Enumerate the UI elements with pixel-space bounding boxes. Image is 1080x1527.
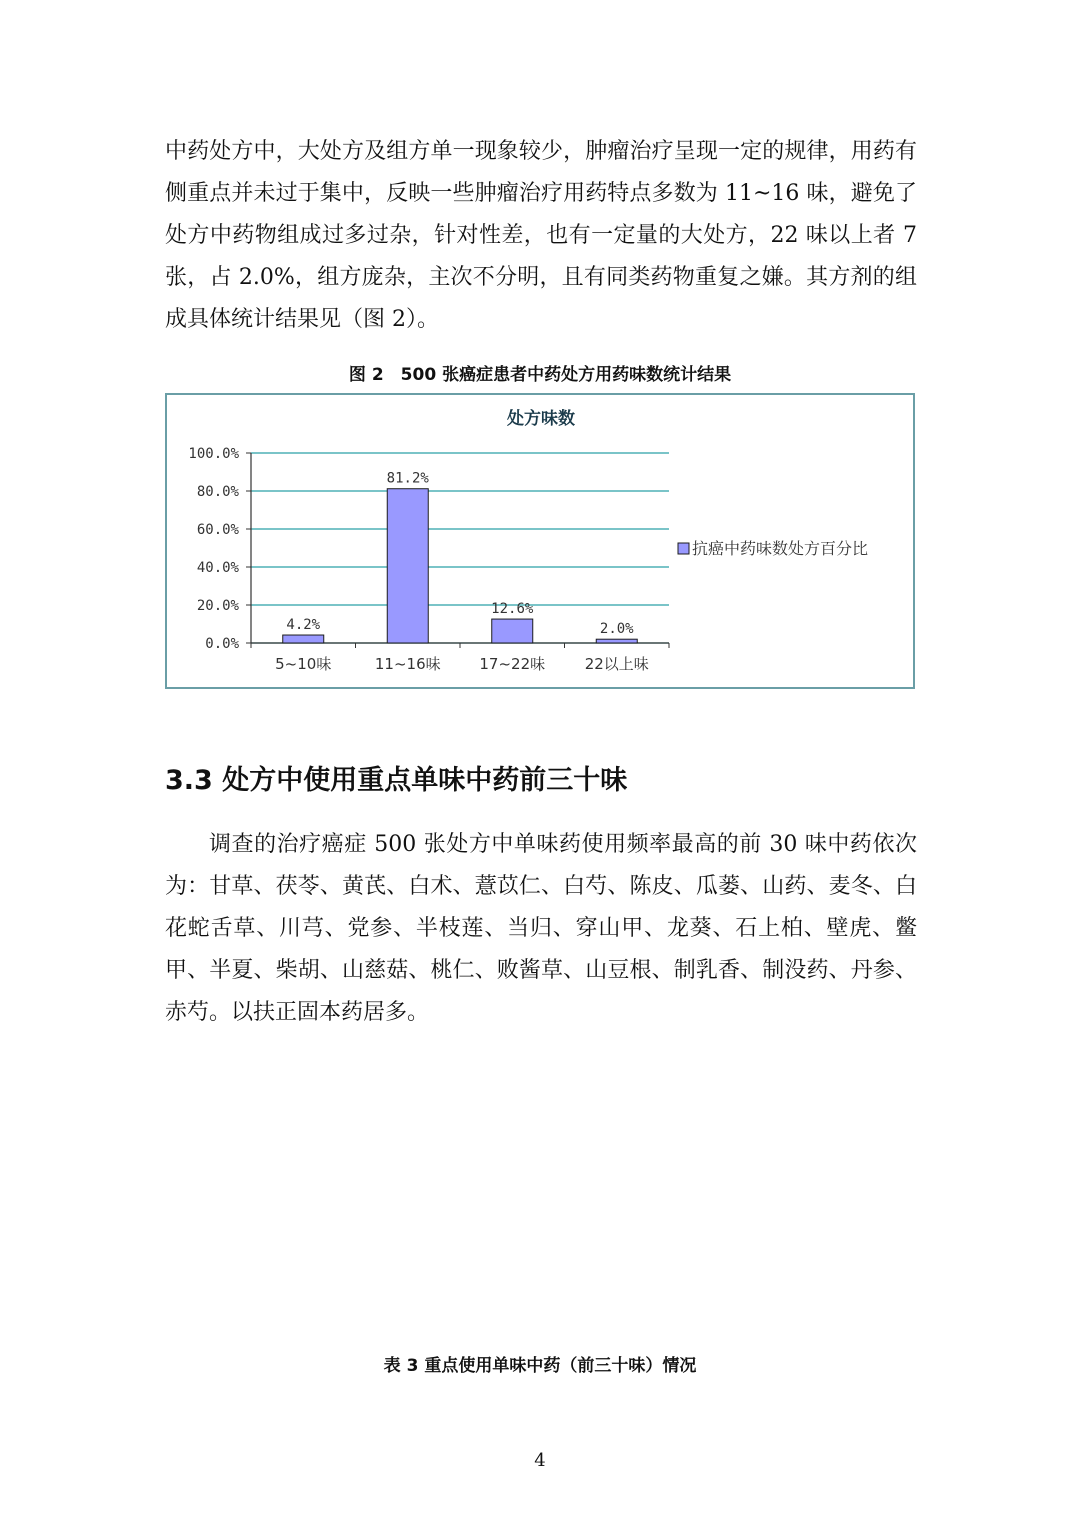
bar-chart [167, 395, 913, 687]
section-heading: 3.3 处方中使用重点单味中药前三十味 [165, 765, 628, 796]
x-tick-label: 5~10味 [275, 655, 332, 673]
body-paragraph-2: 调查的治疗癌症 500 张处方中单味药使用频率最高的前 30 味中药依次为：甘草、茯苓、黄芪、白术、薏苡仁、白芍、陈皮、瓜蒌、山药、麦冬、白花蛇舌草、川芎、党参、半枝莲、当归、穿山甲、龙葵、石上柏、壁虎、鳖甲、半夏、柴胡、山慈菇、桃仁、败酱草、山豆根、制乳香、制没药、丹参、赤芍。以扶正固本药居多。 [165, 832, 917, 1025]
x-tick-label: 22以上味 [584, 655, 649, 673]
figure-caption: 图 2 500 张癌症患者中药处方用药味数统计结果 [348, 365, 732, 385]
y-tick-label: 100.0% [188, 446, 239, 462]
page-number: 4 [534, 1450, 546, 1471]
body-paragraph-1: 中药处方中，大处方及组方单一现象较少，肿瘤治疗呈现一定的规律，用药有侧重点并未过于集中，反映一些肿瘤治疗用药特点多数为 11~16 味，避免了处方中药物组成过多过杂，针对性差，也有一定量的大处方，22 味以上者 7 张，占 2.0%，组方庞杂，主次不分明，且有同类药物重复之嫌。其方剂的组成具体统计结果见（图 2）。 [165, 139, 917, 332]
y-tick-label: 40.0% [196, 560, 239, 576]
grid-lines [246, 453, 669, 643]
x-tick-label: 11~16味 [374, 655, 441, 673]
bars [283, 489, 638, 643]
chart-title: 处方味数 [507, 409, 575, 429]
bar-value-label: 4.2% [286, 617, 321, 634]
table-caption: 表 3 重点使用单味中药（前三十味）情况 [383, 1356, 697, 1376]
legend [678, 539, 868, 558]
chart-frame [165, 393, 915, 689]
bar [283, 635, 324, 643]
y-tick-label: 0.0% [205, 636, 239, 652]
legend-label: 抗癌中药味数处方百分比 [692, 539, 869, 558]
y-tick-labels [188, 446, 239, 652]
x-tick-labels [275, 655, 649, 673]
bar [492, 619, 533, 643]
legend-swatch [678, 543, 689, 554]
bar [387, 489, 428, 643]
y-tick-label: 60.0% [196, 522, 239, 538]
bar-value-label: 81.2% [386, 470, 429, 487]
bar-value-labels [286, 471, 634, 637]
y-tick-label: 80.0% [196, 484, 239, 500]
bar-value-label: 2.0% [599, 621, 634, 638]
bar [596, 639, 637, 643]
x-tick-label: 17~22味 [479, 655, 546, 673]
y-tick-label: 20.0% [196, 598, 239, 614]
bar-value-label: 12.6% [491, 601, 534, 618]
